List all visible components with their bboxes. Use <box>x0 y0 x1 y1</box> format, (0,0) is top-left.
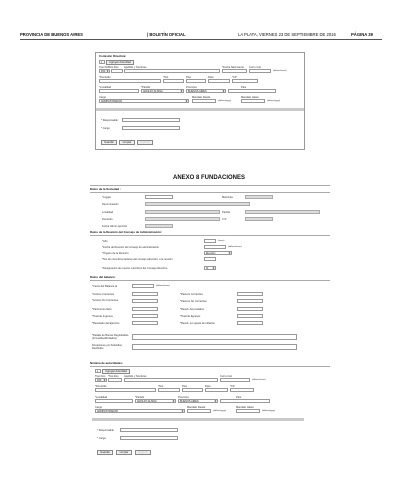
province-label-2: Provincia <box>178 396 189 399</box>
activos-corrientes-label: *Activos Corrientes <box>92 293 115 296</box>
domicilio-label: Domicilio <box>102 218 113 221</box>
term-to-hint: (dd/mm/yyyy) <box>267 100 281 102</box>
acumulados-input[interactable] <box>237 307 263 311</box>
fecha-reunion-label: *Fecha de Reunión del consejo de administración <box>102 246 160 249</box>
term-to-input[interactable] <box>241 99 265 103</box>
role-select[interactable]: ADMINISTRADOR ▾ <box>99 99 189 103</box>
birth-date-input[interactable] <box>222 69 247 73</box>
header-rule <box>20 39 382 40</box>
street-number-label-2: *Nro. <box>158 385 164 388</box>
fecha-reunion-input[interactable] <box>204 245 226 249</box>
locality-label: *Localidad <box>99 86 112 89</box>
locality-input-2[interactable] <box>95 399 133 403</box>
localidad-label: Localidad <box>102 211 114 214</box>
term-from-label: Mandato Desde <box>192 96 211 99</box>
term-from-label-2: Mandato Desde <box>187 406 206 409</box>
society-section-title: Datos de la Sociedad : <box>90 187 121 191</box>
doc-number-label-2: *Nro.Doc. <box>108 375 120 378</box>
floor-input[interactable] <box>186 79 206 83</box>
add-authority-button[interactable]: Agregar Autoridad <box>106 60 134 65</box>
role-label: Cargo <box>99 96 107 99</box>
authority-count-input-2[interactable]: 1 <box>95 369 101 373</box>
donaciones-label: Donaciones y/o Subsidios Recibidos <box>92 344 122 350</box>
postal-code-label: *CP <box>232 76 237 79</box>
party-label: *Partido <box>141 86 151 89</box>
cierre-label: *Cierre del Balance al <box>92 285 118 288</box>
address-label: *Domicilio <box>99 76 111 79</box>
donaciones-input[interactable] <box>132 344 297 350</box>
party-select[interactable]: ADOLFO ALSINA ▾ <box>141 89 184 93</box>
doc-number-label: *Nro.Doc. <box>108 66 120 69</box>
pasivos-corrientes-label: *Pasivos Corrientes <box>180 293 203 296</box>
cuit-label-2: Cuil o Cuit <box>220 375 232 378</box>
postal-code-input[interactable] <box>232 79 258 83</box>
party-label-2: *Partido <box>135 396 145 399</box>
society-rule <box>90 192 330 193</box>
postal-code-label-2: *CP <box>230 385 235 388</box>
province-select[interactable]: BUENOS AIRES ▾ <box>186 89 226 93</box>
dept-label: Dpto. <box>208 76 215 79</box>
responsible-label-2: * Responsable <box>97 429 114 432</box>
header-province: PROVINCIA DE BUENOS AIRES <box>20 32 83 37</box>
province-label: Provincia <box>186 86 197 89</box>
locality-input[interactable] <box>99 89 139 93</box>
postal-code-input-2[interactable] <box>230 388 254 392</box>
balance-rule <box>90 280 330 281</box>
denominacion-input[interactable] <box>145 202 250 206</box>
patrimonio-label: *Patrimonio Neto <box>92 308 112 311</box>
top-form-panel <box>95 52 305 150</box>
clear-button[interactable]: Limpiar <box>119 140 135 145</box>
localidad-input[interactable] <box>145 210 220 214</box>
clear-button-2[interactable]: Limpiar <box>116 450 132 455</box>
address-label-2: *Domicilio <box>95 385 107 388</box>
address-input-2[interactable] <box>95 388 156 392</box>
doc-type-select-2[interactable]: DNI ▾ <box>95 378 107 382</box>
floor-label-2: Piso <box>182 385 188 388</box>
surname-label: Apellido y Nombres <box>124 66 147 69</box>
responsible-input-2[interactable] <box>120 428 178 432</box>
designacion-select[interactable]: SI ▾ <box>204 266 216 270</box>
authorities-rule <box>90 366 330 367</box>
save-button[interactable]: Guardar <box>101 140 117 145</box>
header-bulletin: | BOLETÍN OFICIAL <box>147 32 186 37</box>
position-input-2[interactable] <box>120 436 178 440</box>
activos-no-corrientes-label: *Activos No Corrientes <box>92 299 119 302</box>
term-to-input-2[interactable] <box>236 409 260 413</box>
street-number-label: *Nro. <box>163 76 169 79</box>
council-section-title: Datos de la Reunión del Consejo de Administración: <box>90 230 162 234</box>
annex-title: ANEXO 8 FUNDACIONES <box>173 175 246 181</box>
cp-input[interactable] <box>245 217 273 221</box>
authorities-section-title: Nómina de autoridades: <box>90 361 123 365</box>
cierre-input[interactable] <box>132 284 154 288</box>
role-select-2[interactable]: ADMINISTRADOR ▾ <box>95 409 185 413</box>
doc-type-label-2: Tipo Doc. <box>95 375 107 378</box>
term-to-label-2: Mandato Hasta <box>236 406 254 409</box>
acumulados-label: *Result. Acumulados <box>180 308 204 311</box>
country-input[interactable] <box>228 89 276 93</box>
cp-label: C.P. <box>222 218 227 221</box>
top-section-title: Comisión Directiva: <box>99 54 127 58</box>
egresos-label: *Total de Egresos <box>180 315 201 318</box>
role-label-2: Cargo <box>95 406 103 409</box>
date-hint-2: (dd/mm/aaaa) <box>252 379 266 381</box>
term-from-input-2[interactable] <box>187 409 211 413</box>
partido-label: Partido <box>222 211 231 214</box>
fecha-ejercicio-input[interactable] <box>145 224 173 228</box>
surname-input[interactable] <box>124 69 220 73</box>
anio-hint: (aaaa) <box>218 240 225 242</box>
doc-number-input-2[interactable] <box>108 378 122 382</box>
inflacion-label: *Result. por ajuste de inflación <box>180 322 216 325</box>
authority-count-input[interactable]: 1 <box>99 60 105 64</box>
responsible-input[interactable] <box>122 118 180 122</box>
pasivos-no-corrientes-input[interactable] <box>237 299 263 303</box>
header-date: LA PLATA, VIERNES 23 DE SEPTIEMBRE DE 2016 <box>238 32 336 37</box>
cuit-input-2[interactable] <box>220 378 250 382</box>
cierre-hint: (dd/mm/aaaa) <box>156 285 170 287</box>
country-label: País <box>241 86 247 89</box>
ingresos-input[interactable] <box>132 314 158 318</box>
dept-label-2: Dpto. <box>205 385 212 388</box>
position-input[interactable] <box>122 126 180 130</box>
responsible-label: * Responsable <box>101 119 118 122</box>
section-divider-bar <box>96 108 304 111</box>
legajo-input[interactable] <box>145 195 173 199</box>
fecha-reunion-hint: (dd/mm/aaaa) <box>228 246 242 248</box>
locality-label-2: *Localidad <box>95 396 108 399</box>
resultado-label: *Resultado del Ejercicio <box>92 322 120 325</box>
domicilio-input[interactable] <box>145 217 220 221</box>
patrimonio-input[interactable] <box>132 307 158 311</box>
surname-input-2[interactable] <box>124 378 218 382</box>
term-from-hint-2: (dd/mm/yyyy) <box>213 410 227 412</box>
legajo-label: *Legajo <box>102 196 111 199</box>
matricula-input[interactable] <box>245 195 273 199</box>
term-to-label: Mandato Hasta <box>241 96 259 99</box>
annex-title-rule <box>90 185 330 186</box>
designacion-label: *Designación de nuevos miembros del Consejo Directivo <box>102 267 168 270</box>
council-rule <box>90 235 330 236</box>
term-to-hint-2: (dd/mm/yyyy) <box>262 410 276 412</box>
surname-label-2: Apellido y Nombres <box>124 375 147 378</box>
pasivos-no-corrientes-label: *Pasivos No Corrientes <box>180 300 207 303</box>
denominacion-label: Denominación <box>102 203 119 206</box>
cuit-input[interactable] <box>249 69 271 73</box>
doc-type-select[interactable]: DNI ▾ <box>99 69 110 73</box>
dept-input-2[interactable] <box>205 388 228 392</box>
activos-corrientes-input[interactable] <box>132 292 158 296</box>
detalle-bienes-label: *Detalle de Bienes Registrables (Inmuebles/Rodados) <box>92 334 129 340</box>
cuit-label: Cuil o Cuit <box>249 66 261 69</box>
country-input-2[interactable] <box>220 399 270 403</box>
resultado-input[interactable] <box>132 321 158 325</box>
province-select-2[interactable]: BUENOS AIRES ▾ <box>178 399 218 403</box>
organo-label: *Órgano de la Reunión <box>102 252 129 255</box>
header-page: PÁGINA 39 <box>351 32 373 37</box>
position-label-2: * Cargo <box>97 437 106 440</box>
pasivos-corrientes-input[interactable] <box>237 292 263 296</box>
dept-input[interactable] <box>208 79 230 83</box>
egresos-input[interactable] <box>237 314 263 318</box>
partido-input[interactable] <box>245 210 320 214</box>
position-label: * Cargo <box>101 127 110 130</box>
page-header <box>20 32 382 38</box>
balance-section-title: Datos del balance: <box>90 275 116 279</box>
print-button[interactable]: Imprimir <box>137 140 153 145</box>
section-divider-bar-2 <box>92 418 304 421</box>
term-from-hint: (dd/mm/yyyy) <box>218 100 232 102</box>
anio-input[interactable] <box>204 239 216 243</box>
matricula-label: Matrícula <box>222 196 233 199</box>
street-number-input-2[interactable] <box>158 388 180 392</box>
doc-type-label: Tipo Doc. <box>99 66 111 69</box>
party-select-2[interactable]: ADOLFO ALSINA ▾ <box>135 399 176 403</box>
activos-no-corrientes-input[interactable] <box>132 299 158 303</box>
fecha-ejercicio-label: Fecha último ejercicio <box>102 225 128 228</box>
birth-label: *Fecha Nacimiento <box>222 66 244 69</box>
anio-label: *Año <box>102 240 108 243</box>
term-from-input[interactable] <box>192 99 216 103</box>
doc-number-input[interactable] <box>111 69 123 73</box>
add-authority-button-2[interactable]: Agregar Autoridad <box>102 369 130 374</box>
ingresos-label: *Total de Ingresos <box>92 315 113 318</box>
nro-miembros-label: *Nro de miembros titulares del consejo administr. a la reunión <box>102 258 173 261</box>
floor-input-2[interactable] <box>182 388 203 392</box>
inflacion-input[interactable] <box>237 321 263 325</box>
print-button-2[interactable]: Imprimir <box>135 450 151 455</box>
floor-label: Piso <box>186 76 192 79</box>
organo-select[interactable]: Elección ▾ <box>204 251 232 255</box>
address-input[interactable] <box>99 79 161 83</box>
street-number-input[interactable] <box>163 79 184 83</box>
detalle-bienes-input[interactable] <box>132 334 297 340</box>
save-button-2[interactable]: Guardar <box>97 450 113 455</box>
birth-date-hint: (dd/mm/aaaa) <box>273 70 287 72</box>
country-label-2: País <box>236 396 242 399</box>
nro-miembros-input[interactable] <box>204 257 216 261</box>
